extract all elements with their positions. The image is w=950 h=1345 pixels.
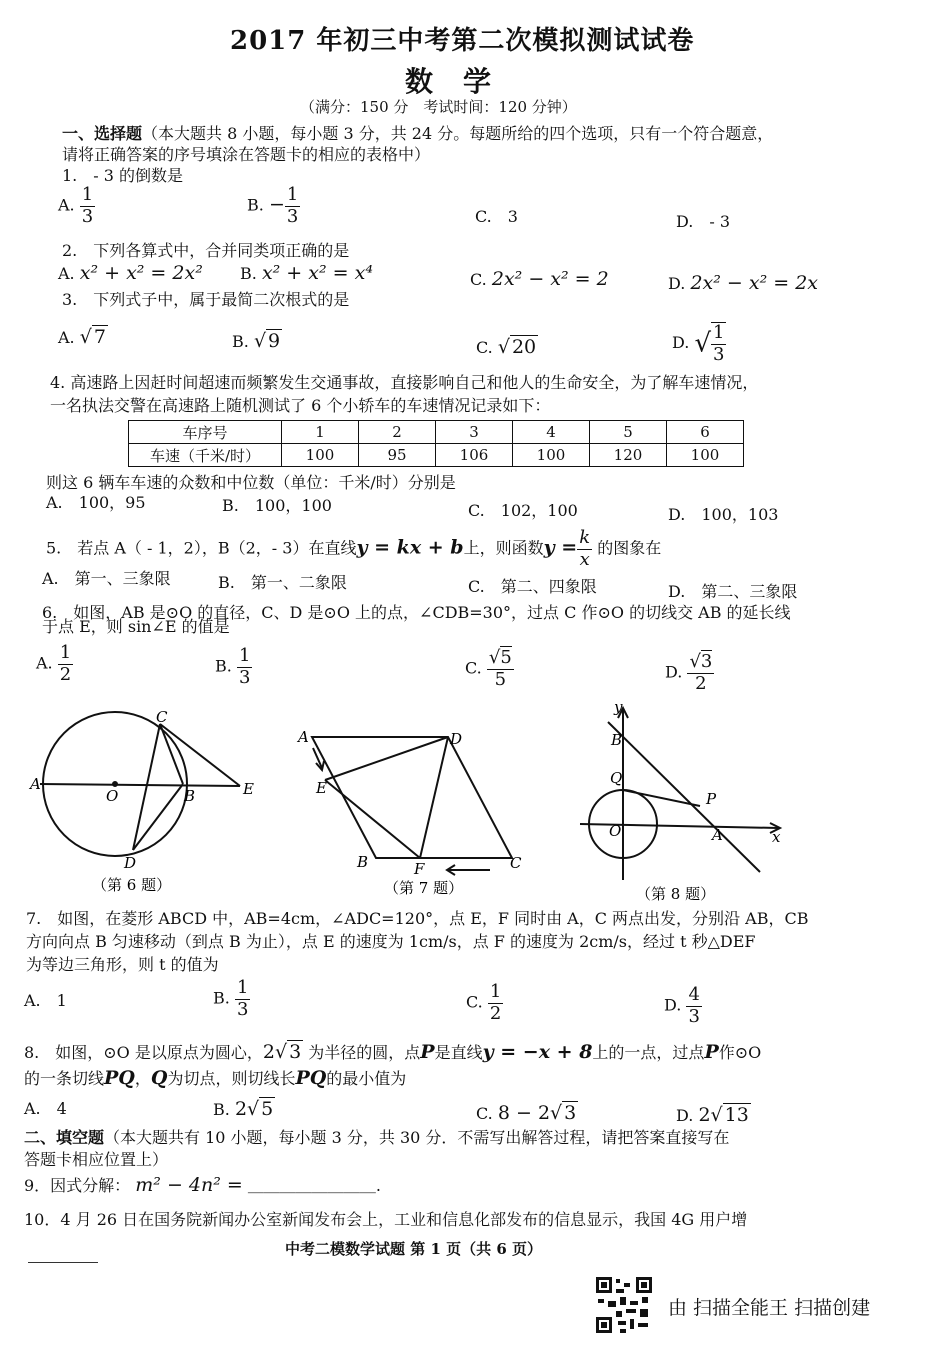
q7-stem-1: 7. 如图，在菱形 ABCD 中，AB=4cm，∠ADC=120°，点 E，F 同时由 A，C 两点出发，分别沿 AB，CB bbox=[26, 909, 809, 928]
table-cell: 4 bbox=[513, 421, 590, 444]
table-cell: 120 bbox=[590, 444, 667, 467]
fig7-label-c: C bbox=[510, 854, 522, 872]
fig7-line-df bbox=[420, 737, 448, 858]
q10-stem: 10．4 月 26 日在国务院新闻办公室新闻发布会上，工业和信息化部发布的信息显示，我国 4G 用户增 bbox=[24, 1210, 748, 1229]
q3-option-b: B. √ 9 bbox=[232, 330, 281, 352]
table-cell: 5 bbox=[590, 421, 667, 444]
section-2-note-2: 答题卡相应位置上） bbox=[24, 1150, 169, 1169]
q8-option-d: D. 2√ 13 bbox=[676, 1104, 749, 1126]
q1-b-sign: − bbox=[268, 193, 285, 216]
table-row bbox=[129, 444, 744, 467]
q7-option-b: B. $\frac{1}{3}$ bbox=[213, 977, 249, 1020]
q1-b-fraction: $\frac{1}{3}$ bbox=[286, 184, 299, 227]
section-2-header bbox=[24, 1125, 729, 1148]
section-1-heading: 一、选择题 bbox=[62, 124, 143, 143]
q8-option-b: B. 2√ 5 bbox=[213, 1098, 274, 1120]
figures-panel bbox=[0, 700, 950, 905]
fig8-label-p: P bbox=[706, 790, 717, 808]
q4-stem-2: 一名执法交警在高速路上随机测试了 6 个小轿车的车速情况记录如下： bbox=[50, 396, 551, 415]
fig8-label-x: x bbox=[772, 828, 781, 846]
fig7-line-de bbox=[325, 737, 448, 780]
q1-a-fraction: $\frac{1}{3}$ bbox=[81, 184, 94, 227]
fig6-label-a: A bbox=[30, 775, 41, 793]
q6-option-a: A. $\frac{1}{2}$ bbox=[36, 642, 72, 685]
fig7-label-e: E bbox=[316, 779, 327, 797]
qr-code-icon bbox=[594, 1275, 654, 1335]
fig7-label-a: A bbox=[298, 728, 309, 746]
figure-7 bbox=[312, 737, 512, 875]
q8-option-a: A. 4 bbox=[24, 1099, 67, 1118]
q4-option-b: B. 100，100 bbox=[222, 496, 332, 515]
q4-stem-3: 则这 6 辆车车速的众数和中位数（单位：千米/时）分别是 bbox=[46, 473, 456, 492]
fig7-rhombus bbox=[312, 737, 512, 858]
q7-option-a: A. 1 bbox=[24, 991, 67, 1010]
section-2-heading: 二、填空题 bbox=[24, 1128, 105, 1147]
q8-stem-2: 的一条切线PQ，Q为切点，则切线长PQ的最小值为 bbox=[24, 1067, 407, 1089]
q9-answer-blank: ＿＿＿＿＿＿＿＿. bbox=[247, 1176, 382, 1195]
fig6-label-e: E bbox=[243, 780, 254, 798]
q3-stem: 3. 下列式子中，属于最简二次根式的是 bbox=[62, 290, 350, 309]
table-cell: 106 bbox=[436, 444, 513, 467]
table-cell: 95 bbox=[359, 444, 436, 467]
fig6-line-ae bbox=[40, 784, 240, 786]
fig8-label-b: B bbox=[611, 731, 623, 749]
subject-title: 数学 bbox=[405, 65, 522, 98]
fig8-label-q: Q bbox=[610, 769, 623, 787]
fig6-label-d: D bbox=[124, 854, 137, 872]
q4-option-a: A. 100，95 bbox=[46, 493, 146, 512]
fig7-label-f: F bbox=[414, 860, 425, 878]
q5-stem: 5. 若点 A（ - 1，2），B（2，- 3）在直线y = kx + b上，则函数y = $\frac{k}{x}$ 的图象在 bbox=[46, 527, 662, 570]
fig8-label-y: y bbox=[614, 700, 623, 716]
footer-rule bbox=[28, 1262, 98, 1263]
fig6-label-c: C bbox=[156, 708, 168, 726]
table-cell: 车速（千米/时） bbox=[129, 444, 282, 467]
scanner-watermark: 由 扫描全能王 扫描创建 bbox=[668, 1297, 871, 1319]
q4-option-c: C. 102，100 bbox=[468, 501, 578, 520]
q1-stem: 1. - 3 的倒数是 bbox=[62, 166, 184, 185]
q1-option-c: C. 3 bbox=[475, 207, 518, 226]
section-1-header bbox=[62, 121, 773, 144]
q5-option-a: A. 第一、三象限 bbox=[42, 569, 171, 588]
q2-option-b: B. x² + x² = x⁴ bbox=[240, 262, 373, 284]
section-1-note-2: 请将正确答案的序号填涂在答题卡的相应的表格中） bbox=[62, 145, 431, 164]
q4-option-d: D. 100，103 bbox=[668, 505, 779, 524]
q1-b-label: B. bbox=[247, 195, 264, 215]
q2-stem: 2. 下列各算式中，合并同类项正确的是 bbox=[62, 241, 350, 260]
q1-a-label: A. bbox=[58, 195, 75, 215]
q1-option-d: D. - 3 bbox=[676, 212, 731, 231]
q3-option-d: D. √ $\frac{1}{3}$ bbox=[672, 322, 725, 365]
table-cell: 100 bbox=[667, 444, 744, 467]
fig8-tangent-pq bbox=[623, 790, 700, 806]
table-cell: 6 bbox=[667, 421, 744, 444]
table-cell: 100 bbox=[282, 444, 359, 467]
q3-option-a: A. √ 7 bbox=[58, 326, 106, 348]
fig8-line bbox=[608, 722, 760, 872]
fig6-caption: （第 6 题） bbox=[92, 876, 172, 894]
q8-stem-1: 8. 如图，⊙O 是以原点为圆心，2√ 3 为半径的圆，点P是直线y = −x + 8上的一点，过点P作⊙O bbox=[24, 1041, 762, 1063]
q4-stem-1: 4. 高速路上因赶时间超速而频繁发生交通事故，直接影响自己和他人的生命安全，为了解车速情况， bbox=[50, 373, 759, 392]
q3-option-c: C. √ 20 bbox=[476, 336, 537, 358]
q1-option-b bbox=[247, 185, 300, 227]
q9-stem: 9．因式分解： m² − 4n² = ＿＿＿＿＿＿＿＿. bbox=[24, 1174, 382, 1196]
fig6-center bbox=[113, 782, 117, 786]
q6-option-c: C. $\frac{√5}{5}$ bbox=[465, 647, 512, 690]
table-row bbox=[129, 421, 744, 444]
q7-option-c: C. $\frac{1}{2}$ bbox=[466, 981, 502, 1024]
table-cell: 1 bbox=[282, 421, 359, 444]
exam-meta: （满分：150 分 考试时间：120 分钟） bbox=[300, 98, 577, 116]
table-cell: 3 bbox=[436, 421, 513, 444]
q7-stem-3: 为等边三角形，则 t 的值为 bbox=[26, 955, 219, 974]
table-cell: 100 bbox=[513, 444, 590, 467]
q8-option-c: C. 8 − 2√ 3 bbox=[476, 1102, 577, 1124]
q7-option-d: D. $\frac{4}{3}$ bbox=[664, 984, 700, 1027]
q5-option-c: C. 第二、四象限 bbox=[468, 577, 597, 596]
q6-option-b: B. $\frac{1}{3}$ bbox=[215, 645, 251, 688]
section-2-note: （本大题共有 10 小题，每小题 3 分，共 30 分．不需写出解答过程，请把答案直接写在 bbox=[104, 1128, 730, 1147]
speed-table bbox=[128, 420, 744, 467]
q5-option-b: B. 第一、二象限 bbox=[218, 573, 347, 592]
q6-stem-1: 6. 如图，AB 是⊙O 的直径，C、D 是⊙O 上的点，∠CDB=30°，过点 C 作⊙O 的切线交 AB 的延长线 bbox=[42, 603, 791, 622]
figure-8 bbox=[580, 708, 780, 880]
q1-option-a bbox=[58, 185, 95, 227]
figure-6 bbox=[40, 712, 240, 856]
q2-option-c: C. 2x² − x² = 2 bbox=[470, 268, 609, 290]
fig7-caption: （第 7 题） bbox=[384, 879, 464, 897]
page-footer: 中考二模数学试题 第 1 页（共 6 页） bbox=[285, 1240, 542, 1258]
table-cell: 2 bbox=[359, 421, 436, 444]
q5-k-over-x: $\frac{k}{x}$ bbox=[579, 527, 591, 570]
exam-title: 2017 年初三中考第二次模拟测试试卷 bbox=[230, 26, 695, 56]
fig7-line-ef bbox=[325, 780, 420, 858]
fig7-label-b: B bbox=[357, 853, 369, 871]
q2-option-a: A. x² + x² = 2x² bbox=[58, 262, 203, 284]
fig8-label-o: O bbox=[609, 822, 622, 840]
section-1-note: （本大题共 8 小题，每小题 3 分，共 24 分。每题所给的四个选项，只有一个符合题意， bbox=[142, 124, 774, 143]
fig8-caption: （第 8 题） bbox=[636, 885, 716, 903]
fig6-label-o: O bbox=[106, 787, 119, 805]
fig8-label-a: A bbox=[712, 826, 723, 844]
q7-stem-2: 方向向点 B 匀速移动（到点 B 为止），点 E 的速度为 1cm/s，点 F 的速度为 2cm/s，经过 t 秒△DEF bbox=[26, 932, 756, 951]
fig6-label-b: B bbox=[184, 787, 196, 805]
table-cell: 车序号 bbox=[129, 421, 282, 444]
q6-option-d: D. $\frac{√3}{2}$ bbox=[665, 651, 713, 694]
q2-option-d: D. 2x² − x² = 2x bbox=[668, 272, 818, 294]
fig7-label-d: D bbox=[450, 730, 463, 748]
q5-option-d: D. 第二、三象限 bbox=[668, 582, 798, 601]
q6-stem-2: 于点 E，则 sin∠E 的值是 bbox=[42, 617, 230, 636]
q3-d-fraction: $\frac{1}{3}$ bbox=[713, 322, 725, 365]
